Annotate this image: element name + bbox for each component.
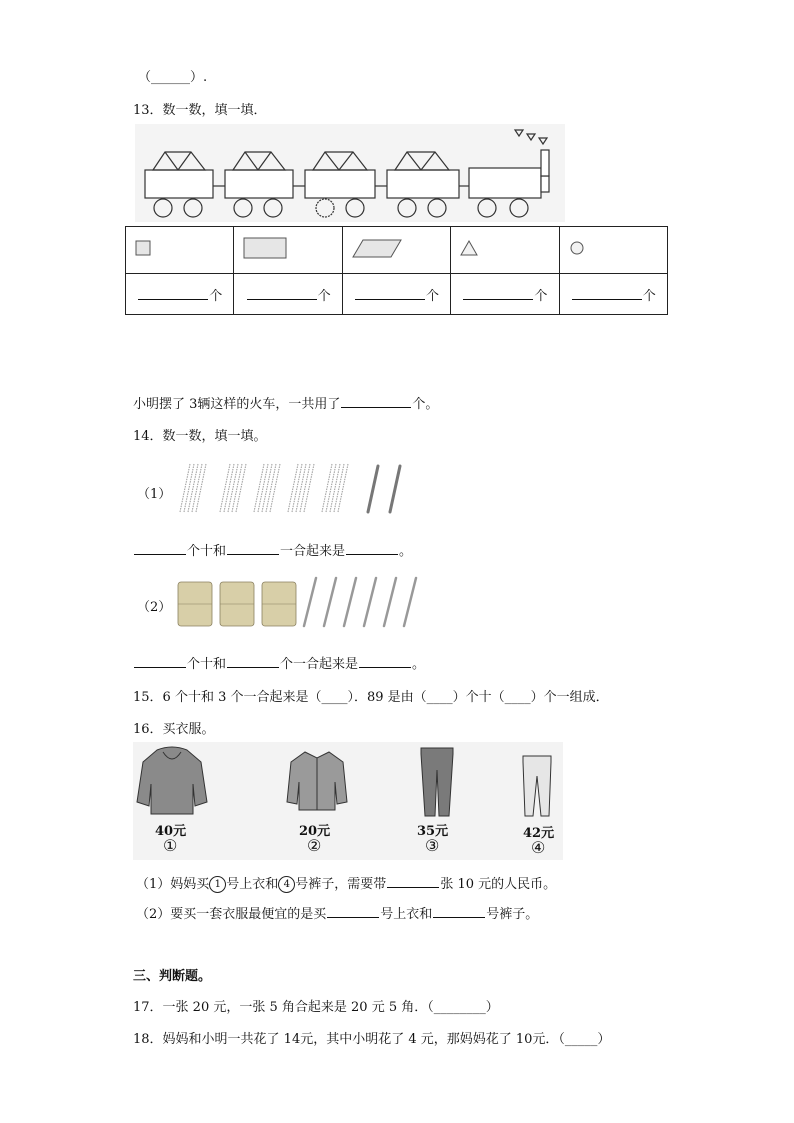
- text: （1）妈妈买: [136, 877, 210, 892]
- pants-icon: [417, 746, 457, 818]
- q18-text: 18．妈妈和小明一共花了 14元，其中小明花了 4 元，那妈妈花了 10元．（_____）: [133, 1032, 611, 1047]
- price-1: 40元: [155, 824, 187, 839]
- text: 个十和: [187, 657, 227, 672]
- train-figure: [135, 124, 565, 222]
- answer-blank[interactable]: [346, 542, 398, 555]
- cell-square: [126, 227, 234, 274]
- item-number-1: ①: [163, 836, 178, 855]
- q16-sub2: [136, 903, 538, 922]
- unit-label: 个: [642, 288, 656, 304]
- item-number-2: ②: [307, 836, 322, 855]
- answer-cell-parallelogram[interactable]: [342, 274, 450, 315]
- q14-part2-line: [133, 653, 425, 672]
- sticks-bundles-figure-2: [172, 572, 437, 632]
- answer-cell-triangle[interactable]: [451, 274, 559, 315]
- jacket-icon: [285, 748, 349, 814]
- q12-tail: （______）.: [138, 70, 208, 85]
- answer-cell-rectangle[interactable]: [234, 274, 342, 315]
- q17-text: 17．一张 20 元，一张 5 角合起来是 20 元 5 角．（________）: [133, 1000, 499, 1015]
- circled-number: 4: [278, 876, 295, 893]
- unit-label: 个: [534, 288, 548, 304]
- price-3: 35元: [417, 824, 449, 839]
- trousers-icon: [519, 754, 555, 818]
- answer-blank[interactable]: [387, 875, 439, 888]
- triangle-icon: [459, 238, 481, 258]
- q14-title: 14．数一数，填一填。: [133, 429, 267, 444]
- text: 一合起来是: [280, 544, 346, 559]
- text: 张 10 元的人民币。: [440, 877, 557, 892]
- answer-cell-square[interactable]: [126, 274, 234, 315]
- text: 号裤子，需要带: [295, 877, 387, 892]
- answer-cell-circle[interactable]: [559, 274, 667, 315]
- unit-label: 个: [425, 288, 439, 304]
- small-square-icon: [134, 238, 154, 258]
- cell-circle: [559, 227, 667, 274]
- sticks-bundles-figure-1: [172, 460, 412, 518]
- rectangle-icon: [242, 236, 290, 260]
- text: 。: [399, 544, 413, 559]
- cell-triangle: [451, 227, 559, 274]
- answer-blank[interactable]: [572, 287, 642, 300]
- q16-title: 16．买衣服。: [133, 722, 215, 737]
- answer-blank[interactable]: [463, 287, 533, 300]
- hoodie-icon: [135, 744, 209, 816]
- price-2: 20元: [299, 824, 331, 839]
- price-4: 42元: [523, 826, 555, 841]
- q14-part1-label: （1）: [137, 487, 172, 502]
- section-3-title: 三、判断题。: [133, 969, 212, 984]
- text: （2）要买一套衣服最便宜的是买: [136, 907, 327, 922]
- cell-parallelogram: [342, 227, 450, 274]
- answer-blank[interactable]: [247, 287, 317, 300]
- item-number-4: ④: [531, 838, 546, 857]
- answer-blank[interactable]: [134, 655, 186, 668]
- q16-sub1: [136, 873, 556, 893]
- q13-title: 13．数一数，填一填．: [133, 103, 267, 118]
- q14-part2-label: （2）: [137, 600, 172, 615]
- answer-blank[interactable]: [227, 542, 279, 555]
- answer-blank[interactable]: [341, 395, 411, 408]
- followup-suffix: 个。: [412, 397, 439, 412]
- answer-blank[interactable]: [433, 905, 485, 918]
- text: 个一合起来是: [280, 657, 359, 672]
- q14-part1-line: [133, 540, 412, 559]
- text: 号上衣和: [226, 877, 279, 892]
- parallelogram-icon: [351, 237, 403, 259]
- circle-icon: [568, 238, 588, 258]
- item-number-3: ③: [425, 836, 440, 855]
- text: 号裤子。: [486, 907, 539, 922]
- text: 个十和: [187, 544, 227, 559]
- cell-rectangle: [234, 227, 342, 274]
- answer-blank[interactable]: [134, 542, 186, 555]
- q13-followup: [133, 393, 438, 412]
- answer-blank[interactable]: [359, 655, 411, 668]
- bundle: [180, 464, 206, 512]
- answer-blank[interactable]: [227, 655, 279, 668]
- text: 。: [412, 657, 426, 672]
- circled-number: 1: [209, 876, 226, 893]
- followup-prefix: 小明摆了 3辆这样的火车，一共用了: [133, 397, 341, 412]
- q15-text: 15．6 个十和 3 个一合起来是（____）．89 是由（____）个十（____）个一组成．: [133, 690, 609, 705]
- answer-blank[interactable]: [138, 287, 208, 300]
- answer-blank[interactable]: [355, 287, 425, 300]
- answer-blank[interactable]: [327, 905, 379, 918]
- unit-label: 个: [317, 288, 331, 304]
- text: 号上衣和: [380, 907, 433, 922]
- unit-label: 个: [209, 288, 223, 304]
- clothes-figure: [133, 742, 563, 860]
- shapes-count-table: [125, 226, 668, 315]
